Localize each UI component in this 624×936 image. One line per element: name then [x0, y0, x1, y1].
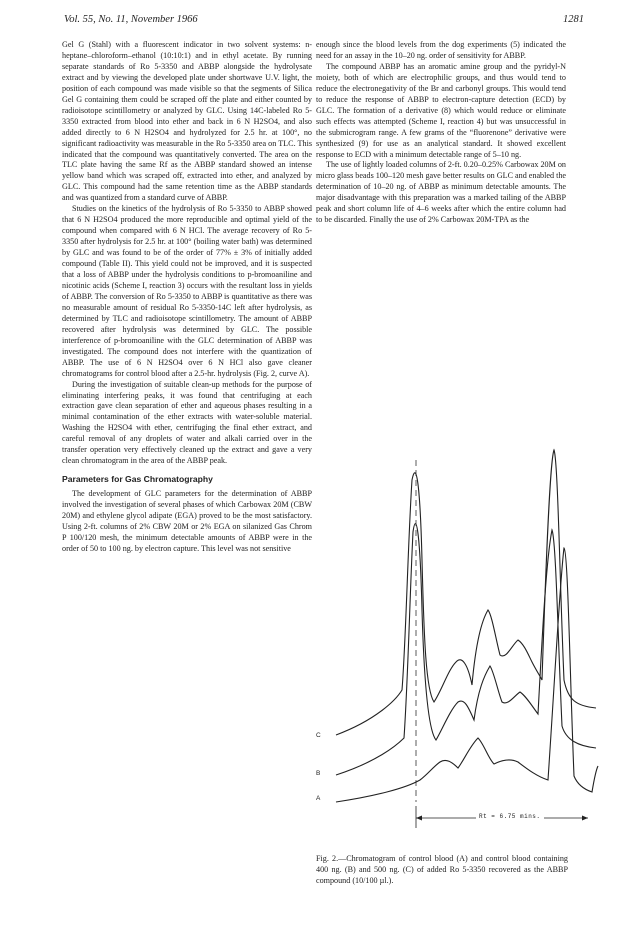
body-paragraph: During the investigation of suitable clean-up methods for the purpose of eliminating interfering peaks, it was found that centrifuging at each extraction gave clean separation of ether and aqueous phases resulting in a minimal contamination of the ether extracts with water-soluble material. Washing the H2SO4 with ether, centrifuging the final ether extract, and careful removal of any droplets of water and alkali carried over in the transfer operation very effectively cleaned up the extract and gave a very clean chromatogram in the area of the ABBP peak.	[62, 379, 312, 466]
arrow-right-head	[582, 816, 588, 821]
curve-a-trace	[336, 548, 598, 802]
running-header	[64, 14, 584, 32]
curve-label-c: C	[316, 732, 321, 739]
retention-time-label: Rt = 6.75 mins.	[476, 813, 544, 820]
arrow-left-head	[416, 816, 422, 821]
section-heading: Parameters for Gas Chromatography	[62, 474, 213, 485]
right-column	[316, 40, 566, 226]
figure-caption: Fig. 2.—Chromatogram of control blood (A) and control blood containing 400 ng. (B) and 500 ng. (C) of added Ro 5-3350 recovered as the ABBP compound (10/100 µl.).	[316, 854, 568, 885]
chromatogram-figure	[316, 440, 612, 840]
body-paragraph: The use of lightly loaded columns of 2-ft. 0.20–0.25% Carbowax 20M on micro glass beads 100–120 mesh gave better results on GLC and enabled the determination of 10–20 ng. of ABBP as minimum detectable amounts. The major disadvantage with this preparation was a marked tailing of the ABBP peak and short column life of 4–6 weeks after which the entire column had to be discarded. Finally the use of 2% Carbowax 20M-TPA as the	[316, 160, 567, 225]
chromatogram-plot	[316, 440, 612, 840]
body-paragraph: enough since the blood levels from the dog experiments (5) indicated the need for an assay in the 10–20 ng. order of sensitivity for ABBP.	[316, 40, 566, 60]
curve-label-b: B	[316, 770, 321, 777]
page-number: 1281	[563, 14, 584, 25]
curve-label-a: A	[316, 795, 321, 802]
journal-volume-issue: Vol. 55, No. 11, November 1966	[64, 14, 198, 25]
body-paragraph: Studies on the kinetics of the hydrolysis of Ro 5-3350 to ABBP showed that 6 N H2SO4 produced the more reproducible and optimal yield of the compound when compared with 6 N HCl. The average recovery of Ro 5-3350 after hydrolysis for 2.5 hr. at 100° (boiling water bath) was determined by GLC and was found to be of the order of 77% ± 3% of initially added compound (Table II). This yield could not be improved, and it is suspected that a loss of ABBP under the hydrolysis conditions to p-bromoaniline and nicotinic acids (Scheme I, reaction 3) occurs with the resultant loss in yields of ABBP. The conversion of Ro 5-3350 to ABBP is quantitative as there was no measurable amount of residual Ro 5-3350-14C left after hydrolysis, as determined by TLC and radioisotope scintillometry. The amount of ABBP recovered after hydrolysis was determined by GLC. The possible interference of p-bromoaniline with the GLC determination of ABBP was investigated. The compound does not interfere with the quantization of ABBP. The use of 6 N H2SO4 over 6 N HCl also gave cleaner chromatograms for control blood after a 2.5-hr. hydrolysis (Fig. 2, curve A).	[62, 204, 312, 378]
body-paragraph: Gel G (Stahl) with a fluorescent indicator in two solvent systems: n-heptane–chloroform–ethanol (10:10:1) and in ethyl acetate. By running separate standards of Ro 5-3350 and ABBP alongside the hydrolysate extract and by viewing the developed plate under shortwave U.V. light, the position of each compound was made visible so that the segments of Silica Gel G containing them could be scraped off the plate and either counted by radioisotope scintillometry or analyzed by GLC. Using 14C-labeled Ro 5-3350 extracted from blood into ether and back in 6 N H2SO4, and also added directly to 6 N H2SO4 and hydrolyzed for 2.5 hr. at 100°, no significant radioactivity was measurable in the Ro 5-3350 area on TLC. This indicated that the compound was quantitatively converted. The area on the TLC plate having the same Rf as the ABBP standard showed an intense yellow band which was scraped off, extracted into ether, and analyzed by GLC. This compound had the same retention time as the ABBP standards and was quantized from a standard curve of ABBP.	[62, 40, 312, 203]
left-column	[62, 40, 312, 555]
body-paragraph: The compound ABBP has an aromatic amine group and the pyridyl-N moiety, both of which are electrophilic groups, and thus would tend to reduce the electronegativity of the Br and carbonyl groups. This would tend to reduce the response of ABBP to electron-capture detection (ECD) by GLC. The formation of a derivative (8) which would reduce or eliminate such effects was attempted (Scheme I, reaction 4) but was unsuccessful in the submicrogram range. A few grams of the “fluorenone” derivative were synthesized (9) for use as an analytical standard. It showed excellent response to ECD with a minimum detectable range of 5–10 ng.	[316, 61, 566, 159]
body-paragraph: The development of GLC parameters for the determination of ABBP involved the investigation of several phases of which Carbowax 20M (CBW 20M) and ethylene glycol adipate (EGA) proved to be the most satisfactory. Using 2-ft. columns of 2% CBW 20M or 2% EGA on silanized Gas Chrom P 100/120 mesh, the minimum detectable amounts of ABBP were in the order of 50 to 100 ng. by electron capture. This level was not sensitive	[62, 489, 312, 553]
curve-b-trace	[336, 524, 596, 775]
